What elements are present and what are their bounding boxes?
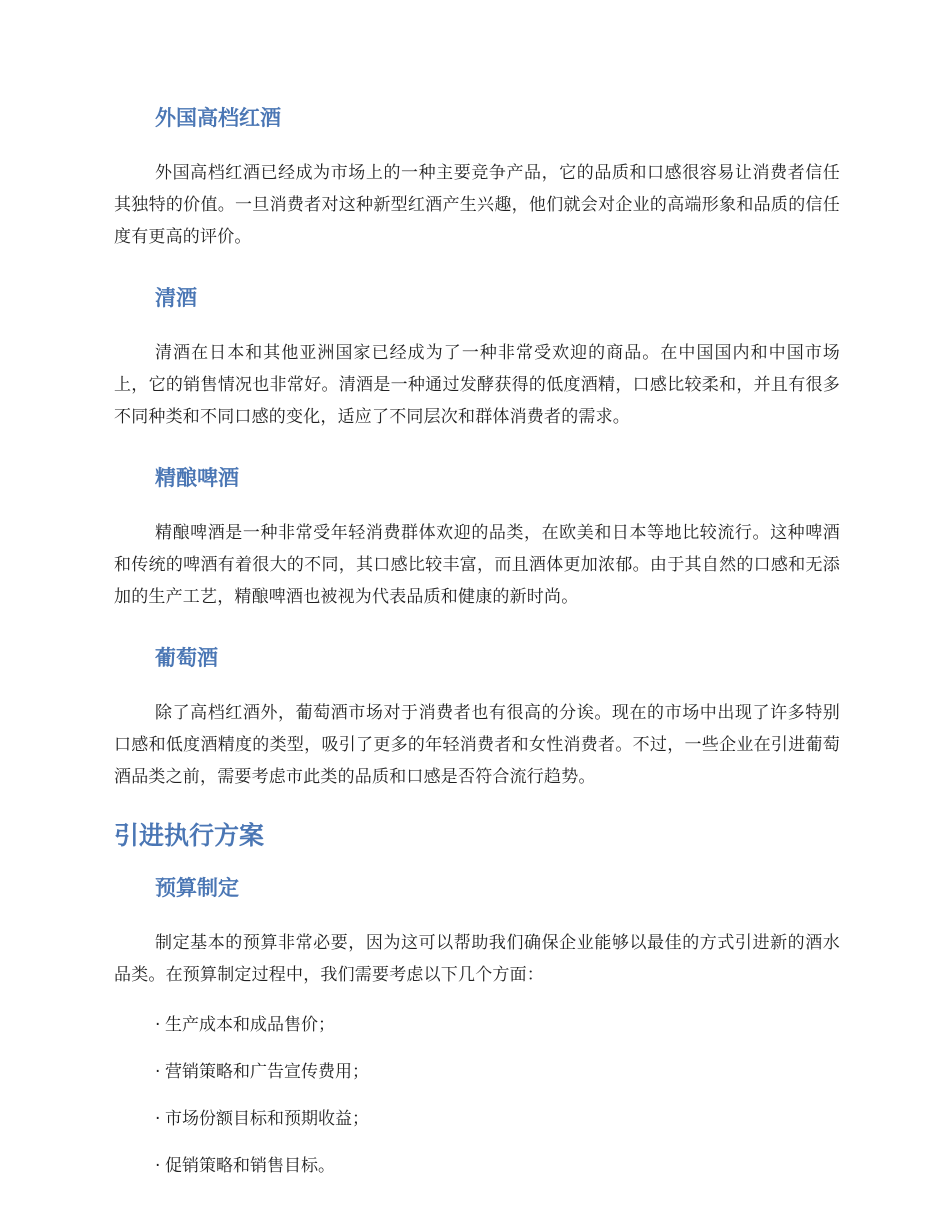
section-body-sake: 清酒在日本和其他亚洲国家已经成为了一种非常受欢迎的商品。在中国国内和中国市场上，它的销售情况也非常好。清酒是一种通过发酵获得的低度酒精，口感比较柔和，并且有很多不同种类和不同口感的变化，适应了不同层次和群体消费者的需求。	[114, 343, 840, 427]
list-item	[114, 1011, 840, 1039]
plan-title: 引进执行方案	[114, 821, 265, 850]
budget-list	[114, 1011, 840, 1180]
bullet-icon: ·	[155, 1109, 161, 1129]
bullet-icon: ·	[155, 1156, 161, 1176]
document-page	[114, 103, 840, 1180]
section-body-grape-wine: 除了高档红酒外，葡萄酒市场对于消费者也有很高的分诶。现在的市场中出现了许多特别口感和低度酒精度的类型，吸引了更多的年轻消费者和女性消费者。不过，一些企业在引进葡萄酒品类之前，需要考虑市此类的品质和口感是否符合流行趋势。	[114, 703, 840, 787]
bullet-icon: ·	[155, 1062, 161, 1082]
section-heading-budget: 预算制定	[155, 876, 239, 900]
list-item	[114, 1152, 840, 1180]
bullet-icon: ·	[155, 1015, 161, 1035]
list-item-text: 营销策略和广告宣传费用；	[165, 1062, 369, 1082]
section-heading-craft-beer: 精酿啤酒	[155, 466, 239, 490]
list-item	[114, 1105, 840, 1133]
section-body-craft-beer: 精酿啤酒是一种非常受年轻消费群体欢迎的品类，在欧美和日本等地比较流行。这种啤酒和传统的啤酒有着很大的不同，其口感比较丰富，而且酒体更加浓郁。由于其自然的口感和无添加的生产工艺，精酿啤酒也被视为代表品质和健康的新时尚。	[114, 523, 840, 607]
section-heading-grape-wine: 葡萄酒	[155, 646, 218, 670]
section-heading-sake: 清酒	[155, 286, 197, 310]
section-body-foreign-wine: 外国高档红酒已经成为市场上的一种主要竞争产品，它的品质和口感很容易让消费者信任其独特的价值。一旦消费者对这种新型红酒产生兴趣，他们就会对企业的高端形象和品质的信任度有更高的评价。	[114, 163, 840, 247]
list-item-text: 生产成本和成品售价；	[165, 1015, 335, 1035]
section-body-budget: 制定基本的预算非常必要，因为这可以帮助我们确保企业能够以最佳的方式引进新的酒水品类。在预算制定过程中，我们需要考虑以下几个方面：	[114, 933, 840, 985]
list-item-text: 促销策略和销售目标。	[165, 1156, 335, 1176]
list-item-text: 市场份额目标和预期收益；	[165, 1109, 369, 1129]
section-heading-foreign-wine: 外国高档红酒	[155, 106, 281, 130]
list-item	[114, 1058, 840, 1086]
